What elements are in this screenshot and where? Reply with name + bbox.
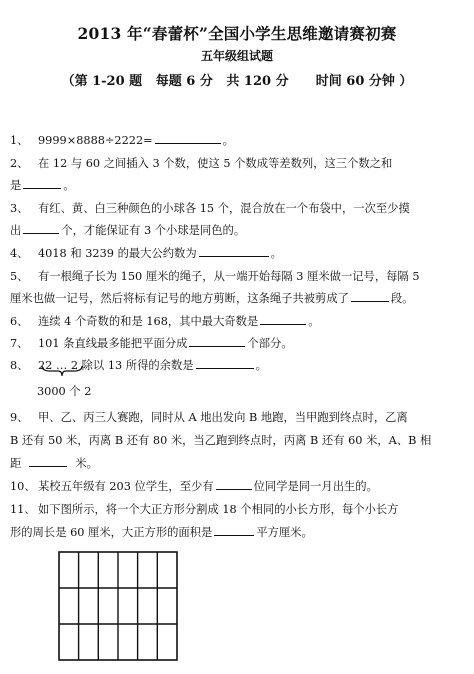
- answer-blank[interactable]: [155, 130, 221, 144]
- question-text-end: 位同学是同一月出生的。: [253, 480, 378, 493]
- question-text-end: 个部分。: [247, 337, 293, 350]
- question-text: 9999×8888÷2222=: [38, 134, 153, 147]
- question-number: 5、: [10, 270, 29, 283]
- question-text: 4018 和 3239 的最大公约数为: [38, 247, 197, 260]
- answer-blank[interactable]: [260, 311, 306, 325]
- question-text: 101 条直线最多能把平面分成: [38, 337, 188, 350]
- answer-blank[interactable]: [23, 175, 61, 189]
- question-number: 3、: [10, 202, 29, 215]
- question-number: 10、: [10, 480, 36, 493]
- question-text: 有红、黄、白三种颜色的小球各 15 个，混合放在一个布袋中，一次至少摸: [38, 202, 410, 215]
- question-text-end: 。: [308, 315, 320, 328]
- question-text-end: 个，才能保证有 3 个小球是同色的。: [61, 224, 246, 237]
- question-number: 4、: [10, 247, 29, 260]
- question-text: 有一根绳子长为 150 厘米的绳子，从一端开始每隔 3 厘米做一记号，每隔 5: [38, 270, 420, 283]
- question-9-line2: [10, 430, 431, 452]
- square-grid-figure: [58, 551, 178, 661]
- question-2: [10, 153, 468, 175]
- question-3-line2: [10, 220, 245, 242]
- question-text: 在 12 与 60 之间插入 3 个数，使这 5 个数成等差数列，这三个数之和: [38, 157, 393, 170]
- question-number: 2、: [10, 157, 29, 170]
- page-title: 2013 年“春蕾杯”全国小学生思维邀请赛初赛: [77, 24, 397, 43]
- exam-info: （第 1-20 题 每题 6 分 共 120 分 时间 60 分钟 ）: [61, 74, 413, 89]
- underbrace-icon: [40, 364, 84, 378]
- answer-blank[interactable]: [196, 355, 254, 369]
- page-subtitle: 五年级组试题: [200, 49, 273, 63]
- answer-blank[interactable]: [29, 453, 67, 467]
- question-text-end: 平方厘米。: [256, 526, 313, 539]
- question-1: [10, 130, 468, 152]
- question-9: [10, 407, 468, 429]
- question-text: 如下图所示，将一个大正方形分割成 18 个相同的小长方形，每个小长方: [38, 503, 399, 516]
- question-text: 厘米也做一记号，然后将标有记号的地方剪断，这条绳子共被剪成了: [10, 292, 349, 305]
- question-5: [10, 266, 468, 288]
- question-number: 1、: [10, 134, 29, 147]
- answer-blank[interactable]: [189, 333, 245, 347]
- question-11-line2: [10, 522, 313, 544]
- question-9-line3: [10, 453, 98, 475]
- answer-blank[interactable]: [216, 476, 252, 490]
- question-text: 距: [10, 457, 22, 470]
- question-11: [10, 499, 468, 521]
- question-text: 甲、乙、丙三人赛跑，同时从 A 地出发向 B 地跑，当甲跑到终点时，乙离: [38, 411, 408, 424]
- question-text-end: 。: [270, 247, 282, 260]
- question-text: 22 … 2 除以 13 所得的余数是: [38, 359, 194, 372]
- question-7: [10, 333, 468, 355]
- question-text: 某校五年级有 203 位学生，至少有: [38, 480, 214, 493]
- question-text: B 还有 50 米，丙离 B 还有 80 米，当乙跑到终点时，丙离 B 还有 60 米，A、B 相: [10, 434, 432, 447]
- question-6: [10, 311, 468, 333]
- answer-blank[interactable]: [199, 243, 269, 257]
- question-number: 9、: [10, 411, 29, 424]
- question-text: 形的周长是 60 厘米，大正方形的面积是: [10, 526, 213, 539]
- question-number: 8、: [10, 359, 29, 372]
- answer-blank[interactable]: [351, 288, 389, 302]
- question-3: [10, 198, 468, 220]
- question-number: 6、: [10, 315, 29, 328]
- question-number: 7、: [10, 337, 29, 350]
- question-text: 连续 4 个奇数的和是 168，其中最大奇数是: [38, 315, 259, 328]
- brace-note: 3000 个 2: [37, 385, 92, 398]
- question-text-end: 段。: [390, 292, 414, 305]
- answer-blank[interactable]: [214, 522, 254, 536]
- question-2-line2: [10, 175, 75, 197]
- answer-blank[interactable]: [23, 220, 59, 234]
- question-text-end: 。: [63, 179, 75, 192]
- question-number: 11、: [10, 503, 36, 516]
- question-text: 是: [10, 179, 22, 192]
- question-5-line2: [10, 288, 414, 310]
- question-text-end: 。: [222, 134, 234, 147]
- question-4: [10, 243, 468, 265]
- question-text-end: 米。: [75, 457, 98, 470]
- question-text-end: 。: [255, 359, 267, 372]
- question-10: [10, 476, 468, 498]
- question-text: 出: [10, 224, 22, 237]
